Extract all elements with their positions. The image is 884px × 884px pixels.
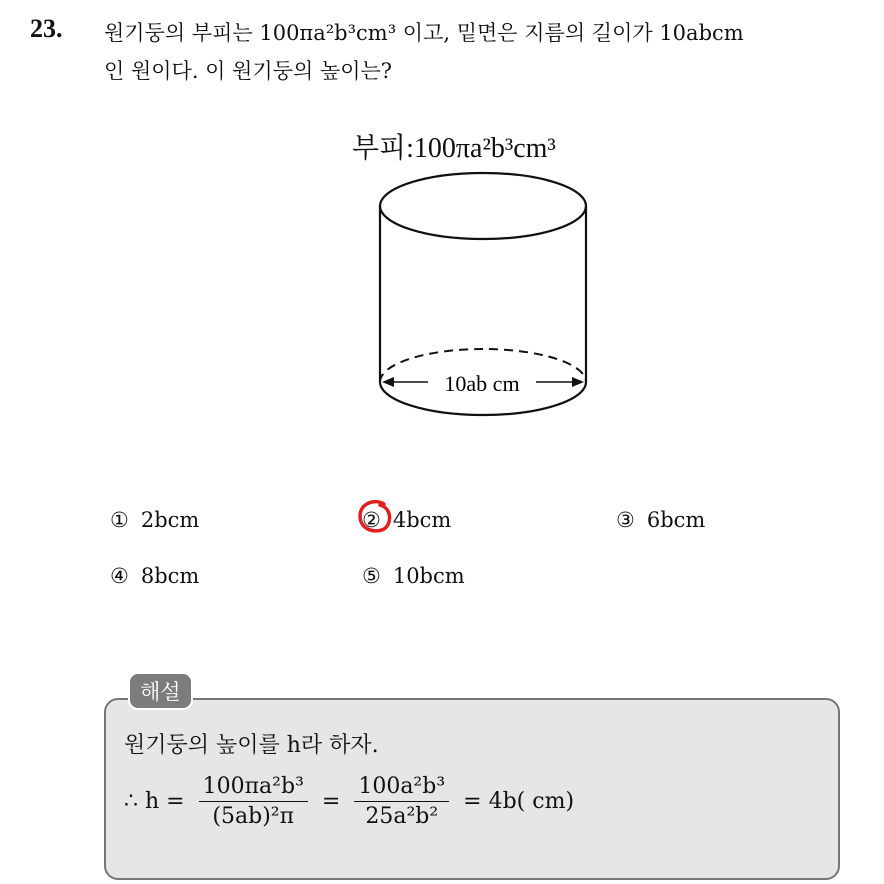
choice-text: 6bcm: [646, 508, 706, 532]
choice-mark: ④: [110, 564, 129, 588]
fraction-1-numerator: 100πa²b³: [199, 774, 308, 802]
equals-sign: =: [321, 789, 341, 814]
volume-label: 부피:100πa²b³cm³: [352, 133, 556, 164]
choice-mark: ③: [616, 508, 635, 532]
fraction-2-denominator: 25a²b²: [365, 804, 439, 829]
selection-circle-icon: [354, 496, 396, 538]
question-line-2: 인 원이다. 이 원기둥의 높이는?: [104, 59, 393, 83]
choice-1[interactable]: [110, 508, 199, 532]
cylinder-top-ellipse: [380, 173, 586, 239]
choice-mark: ②: [362, 508, 381, 532]
fraction-1: [199, 774, 308, 829]
solution-tag: 해설: [128, 672, 193, 710]
solution-line-1: 원기둥의 높이를 h라 하자.: [124, 733, 379, 758]
cylinder-figure: [340, 120, 620, 440]
choice-text: 4bcm: [392, 508, 452, 532]
choice-text: 8bcm: [140, 564, 200, 588]
diameter-label: 10ab cm: [444, 371, 520, 396]
therefore-h: ∴ h =: [124, 789, 185, 814]
fraction-2: [354, 774, 449, 829]
fraction-1-denominator: (5ab)²π: [212, 804, 295, 829]
choice-mark: ⑤: [362, 564, 381, 588]
question-text: [104, 14, 874, 90]
choice-2[interactable]: [362, 508, 451, 532]
question-number: 23.: [30, 14, 63, 43]
question-line-1: 원기둥의 부피는 100πa²b³cm³ 이고, 밑면은 지름의 길이가 10abcm: [104, 21, 744, 45]
choice-mark: ①: [110, 508, 129, 532]
choice-4[interactable]: [110, 564, 199, 588]
choice-text: 10bcm: [392, 564, 465, 588]
fraction-2-numerator: 100a²b³: [354, 774, 449, 802]
solution-equation: [124, 774, 574, 829]
solution-result: = 4b( cm): [463, 789, 575, 814]
choice-3[interactable]: [616, 508, 705, 532]
choice-text: 2bcm: [140, 508, 200, 532]
choice-5[interactable]: [362, 564, 465, 588]
